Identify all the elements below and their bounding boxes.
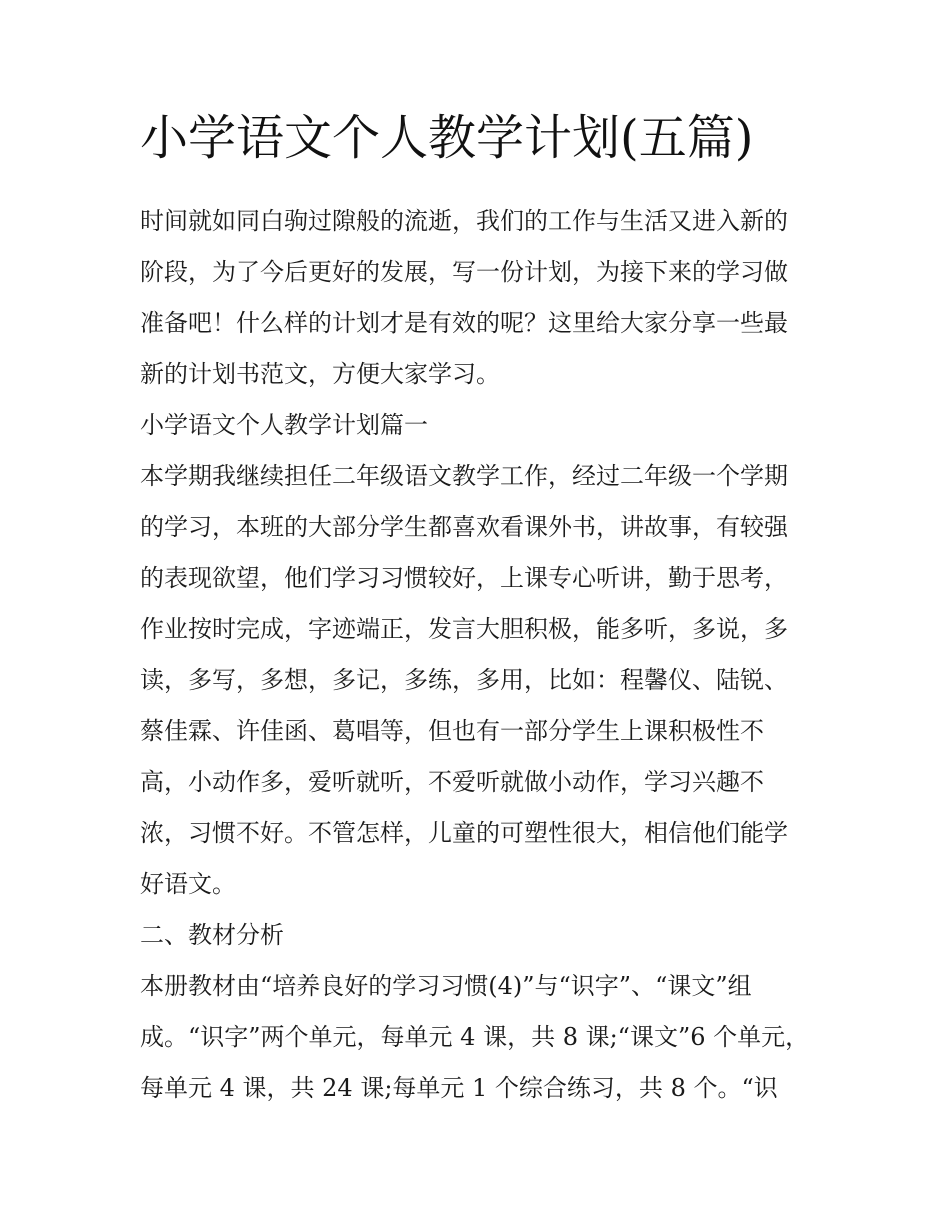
text-line: 新的计划书范文，方便大家学习。 (140, 360, 500, 388)
document-body (140, 196, 820, 1114)
text-line: 好语文。 (140, 870, 236, 898)
text-line: 本册教材由“培养良好的学习习惯(4)”与“识字”、“课文”组 (140, 972, 752, 1000)
text-line: 每单元 4 课，共 24 课;每单元 1 个综合练习，共 8 个。“识 (140, 1074, 778, 1102)
text-line: 阶段，为了今后更好的发展，写一份计划，为接下来的学习做 (140, 258, 788, 286)
text-line: 本学期我继续担任二年级语文教学工作，经过二年级一个学期 (140, 462, 788, 490)
section-heading-textbook-analysis (140, 910, 820, 961)
text-line: 的表现欲望，他们学习习惯较好，上课专心听讲，勤于思考， (140, 564, 788, 592)
text-line: 时间就如同白驹过隙般的流逝，我们的工作与生活又进入新的 (140, 207, 788, 235)
class-situation-paragraph (140, 451, 820, 910)
text-line: 高，小动作多，爱听就听，不爱听就做小动作，学习兴趣不 (140, 768, 764, 796)
section-heading-part-one (140, 400, 820, 451)
text-line: 浓，习惯不好。不管怎样，儿童的可塑性很大，相信他们能学 (140, 819, 788, 847)
document-title: 小学语文个人教学计划(五篇) (140, 110, 754, 166)
text-line: 成。“识字”两个单元，每单元 4 课，共 8 课;“课文”6 个单元， (140, 1023, 810, 1051)
heading-line: 二、教材分析 (140, 921, 284, 949)
text-line: 作业按时完成，字迹端正，发言大胆积极，能多听，多说，多 (140, 615, 788, 643)
heading-line: 小学语文个人教学计划篇一 (140, 411, 428, 439)
text-line: 读，多写，多想，多记，多练，多用，比如：程馨仪、陆锐、 (140, 666, 788, 694)
text-line: 的学习，本班的大部分学生都喜欢看课外书，讲故事，有较强 (140, 513, 788, 541)
text-line: 蔡佳霖、许佳函、葛唱等，但也有一部分学生上课积极性不 (140, 717, 764, 745)
text-line: 准备吧！什么样的计划才是有效的呢？这里给大家分享一些最 (140, 309, 788, 337)
intro-paragraph (140, 196, 820, 400)
textbook-analysis-paragraph (140, 961, 820, 1114)
